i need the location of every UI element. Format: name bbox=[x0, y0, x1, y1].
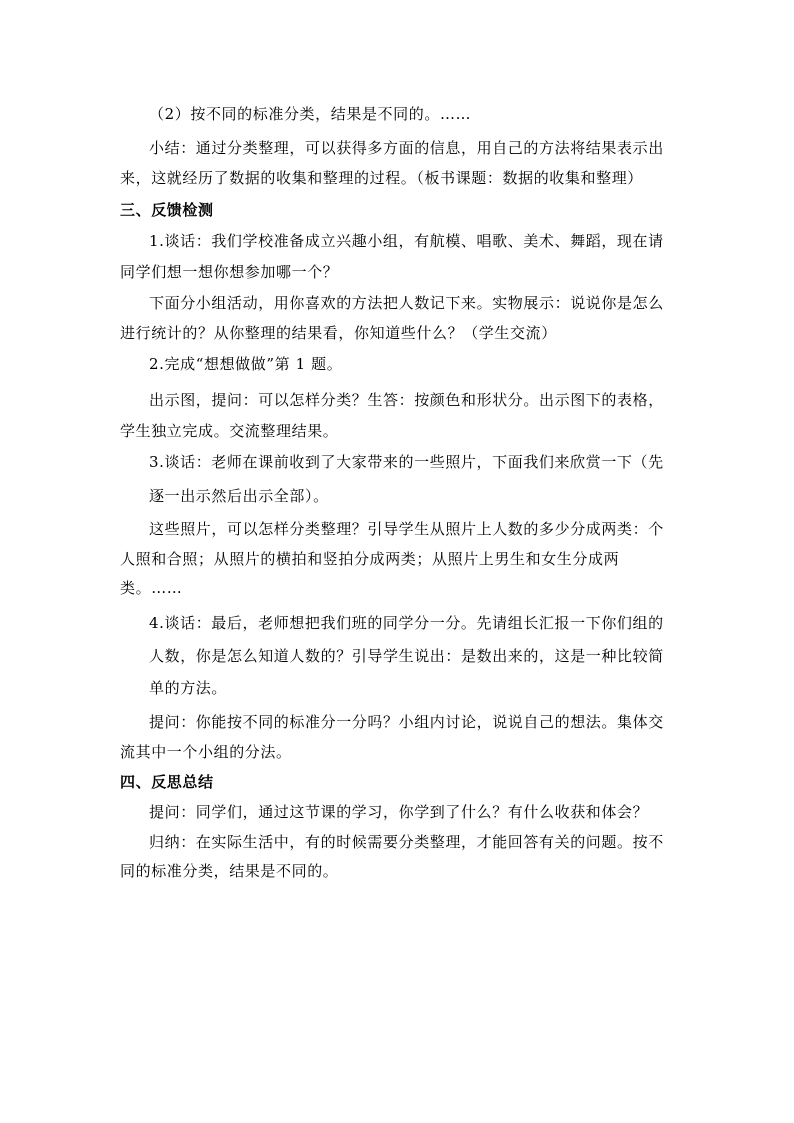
paragraph-line: 3.谈话：老师在课前收到了大家带来的一些照片，下面我们来欣赏一下（先 bbox=[149, 453, 664, 471]
paragraph-line: 4.谈话：最后，老师想把我们班的同学分一分。先请组长汇报一下你们组的 bbox=[149, 614, 664, 632]
paragraph-line: 小结：通过分类整理，可以获得多方面的信息，用自己的方法将结果表示出 bbox=[149, 139, 664, 157]
paragraph-line: 下面分小组活动，用你喜欢的方法把人数记下来。实物展示：说说你是怎么 bbox=[149, 294, 664, 312]
paragraph-line: （2）按不同的标准分类，结果是不同的。…… bbox=[149, 105, 472, 123]
paragraph-line: 2.完成“想想做做”第 1 题。 bbox=[149, 355, 343, 373]
section-heading: 四、反思总结 bbox=[120, 773, 214, 791]
paragraph-line: 1.谈话：我们学校准备成立兴趣小组，有航模、唱歌、美术、舞蹈，现在请 bbox=[149, 232, 664, 250]
paragraph-line: 单的方法。 bbox=[149, 679, 228, 697]
paragraph-line: 提问：同学们，通过这节课的学习，你学到了什么？有什么收获和体会？ bbox=[149, 803, 649, 821]
paragraph-line: 这些照片，可以怎样分类整理？引导学生从照片上人数的多少分成两类：个 bbox=[149, 520, 664, 538]
section-heading: 三、反馈检测 bbox=[120, 201, 214, 219]
paragraph-line: 提问：你能按不同的标准分一分吗？小组内讨论，说说自己的想法。集体交 bbox=[149, 713, 664, 731]
paragraph-line: 归纳：在实际生活中，有的时候需要分类整理，才能回答有关的问题。按不 bbox=[149, 833, 664, 851]
paragraph-line: 学生独立完成。交流整理结果。 bbox=[120, 422, 339, 440]
paragraph-line: 来，这就经历了数据的收集和整理的过程。（板书课题：数据的收集和整理） bbox=[120, 169, 643, 187]
paragraph-line: 同的标准分类，结果是不同的。 bbox=[120, 862, 339, 880]
paragraph-line: 流其中一个小组的分法。 bbox=[120, 743, 292, 761]
paragraph-line: 同学们想一想你想参加哪一个？ bbox=[120, 263, 339, 281]
paragraph-line: 人数，你是怎么知道人数的？引导学生说出：是数出来的，这是一种比较简 bbox=[149, 647, 664, 665]
paragraph-line: 人照和合照；从照片的横拍和竖拍分成两类；从照片上男生和女生分成两 bbox=[120, 550, 620, 568]
paragraph-line: 逐一出示然后出示全部）。 bbox=[149, 487, 329, 505]
paragraph-line: 出示图，提问：可以怎样分类？生答：按颜色和形状分。出示图下的表格， bbox=[149, 391, 664, 409]
paragraph-line: 类。…… bbox=[120, 579, 183, 597]
paragraph-line: 进行统计的？从你整理的结果看，你知道些什么？（学生交流） bbox=[120, 324, 557, 342]
